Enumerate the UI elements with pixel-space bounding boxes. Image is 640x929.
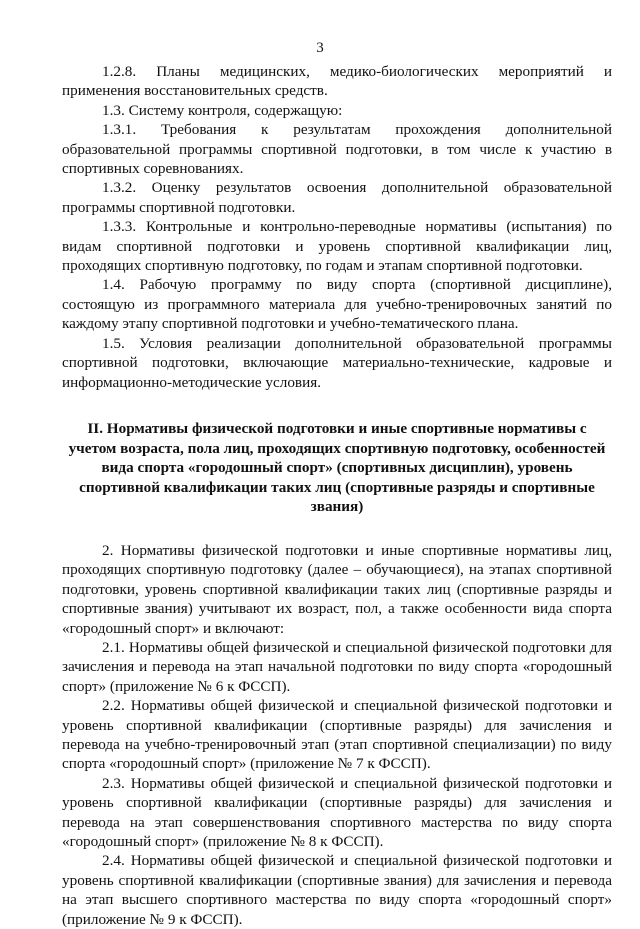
- paragraph-2-3: 2.3. Нормативы общей физической и специальной физической подготовки и уровень спортивной квалификации (спортивные разряды) для зачисления и перевода на этап совершенствования спортивного мастерства по виду спорта «городошный спорт» (приложение № 8 к ФССП).: [62, 774, 612, 850]
- paragraph-2-1: 2.1. Нормативы общей физической и специальной физической подготовки для зачисления и перевода на этап начальной подготовки по виду спорта «городошный спорт» (приложение № 6 к ФССП).: [62, 638, 612, 695]
- section-heading: II. Нормативы физической подготовки и иные спортивные нормативы с учетом возраста, пола лиц, проходящих спортивную подготовку, особенностей вида спорта «городошный спорт» (спортивных дисциплин), уровень спортивной квалификации таких лиц (спортивные разряды и спортивные звания): [68, 419, 606, 516]
- paragraph-1-4: 1.4. Рабочую программу по виду спорта (спортивной дисциплине), состоящую из программного материала для учебно-тренировочных занятий по каждому этапу спортивной подготовки и учебно-тематического плана.: [62, 276, 612, 333]
- paragraph-2: 2. Нормативы физической подготовки и иные спортивные нормативы лиц, проходящих спортивную подготовку (далее – обучающиеся), на этапах спортивной подготовки, уровень спортивной квалификации таких лиц (спортивные разряды и спортивные звания) учитывают их возраст, пол, а также особенности вида спорта «городошный спорт» и включают:: [62, 541, 612, 637]
- paragraph-1-3: 1.3. Систему контроля, содержащую:: [102, 101, 343, 119]
- paragraph-2-2: 2.2. Нормативы общей физической и специальной физической подготовки и уровень спортивной квалификации (спортивные разряды) для зачисления и перевода на учебно-тренировочный этап (этап спортивной специализации) по виду спорта «городошный спорт» (приложение № 7 к ФССП).: [62, 697, 612, 773]
- paragraph-2-4: 2.4. Нормативы общей физической и специальной физической подготовки и уровень спортивной квалификации (спортивные звания) для зачисления и перевода на этап высшего спортивного мастерства по виду спорта «городошный спорт» (приложение № 9 к ФССП).: [62, 852, 612, 928]
- document-body: [62, 62, 612, 929]
- paragraph-1-3-3: 1.3.3. Контрольные и контрольно-переводные нормативы (испытания) по видам спортивной подготовки и уровень спортивной квалификации лиц, проходящих спортивную подготовку, по годам и этапам спортивной подготовки.: [62, 218, 612, 275]
- page-number: 3: [316, 40, 324, 56]
- paragraph-1-3-2: 1.3.2. Оценку результатов освоения дополнительной образовательной программы спортивной подготовки.: [62, 179, 612, 216]
- paragraph-1-3-1: 1.3.1. Требования к результатам прохождения дополнительной образовательной программы спортивной подготовки, в том числе к участию в спортивных соревнованиях.: [62, 121, 612, 178]
- paragraph-1-5: 1.5. Условия реализации дополнительной образовательной программы спортивной подготовки, включающие материально-технические, кадровые и информационно-методические условия.: [62, 334, 612, 391]
- paragraph-1-2-8: 1.2.8. Планы медицинских, медико-биологических мероприятий и применения восстановительных средств.: [62, 63, 612, 100]
